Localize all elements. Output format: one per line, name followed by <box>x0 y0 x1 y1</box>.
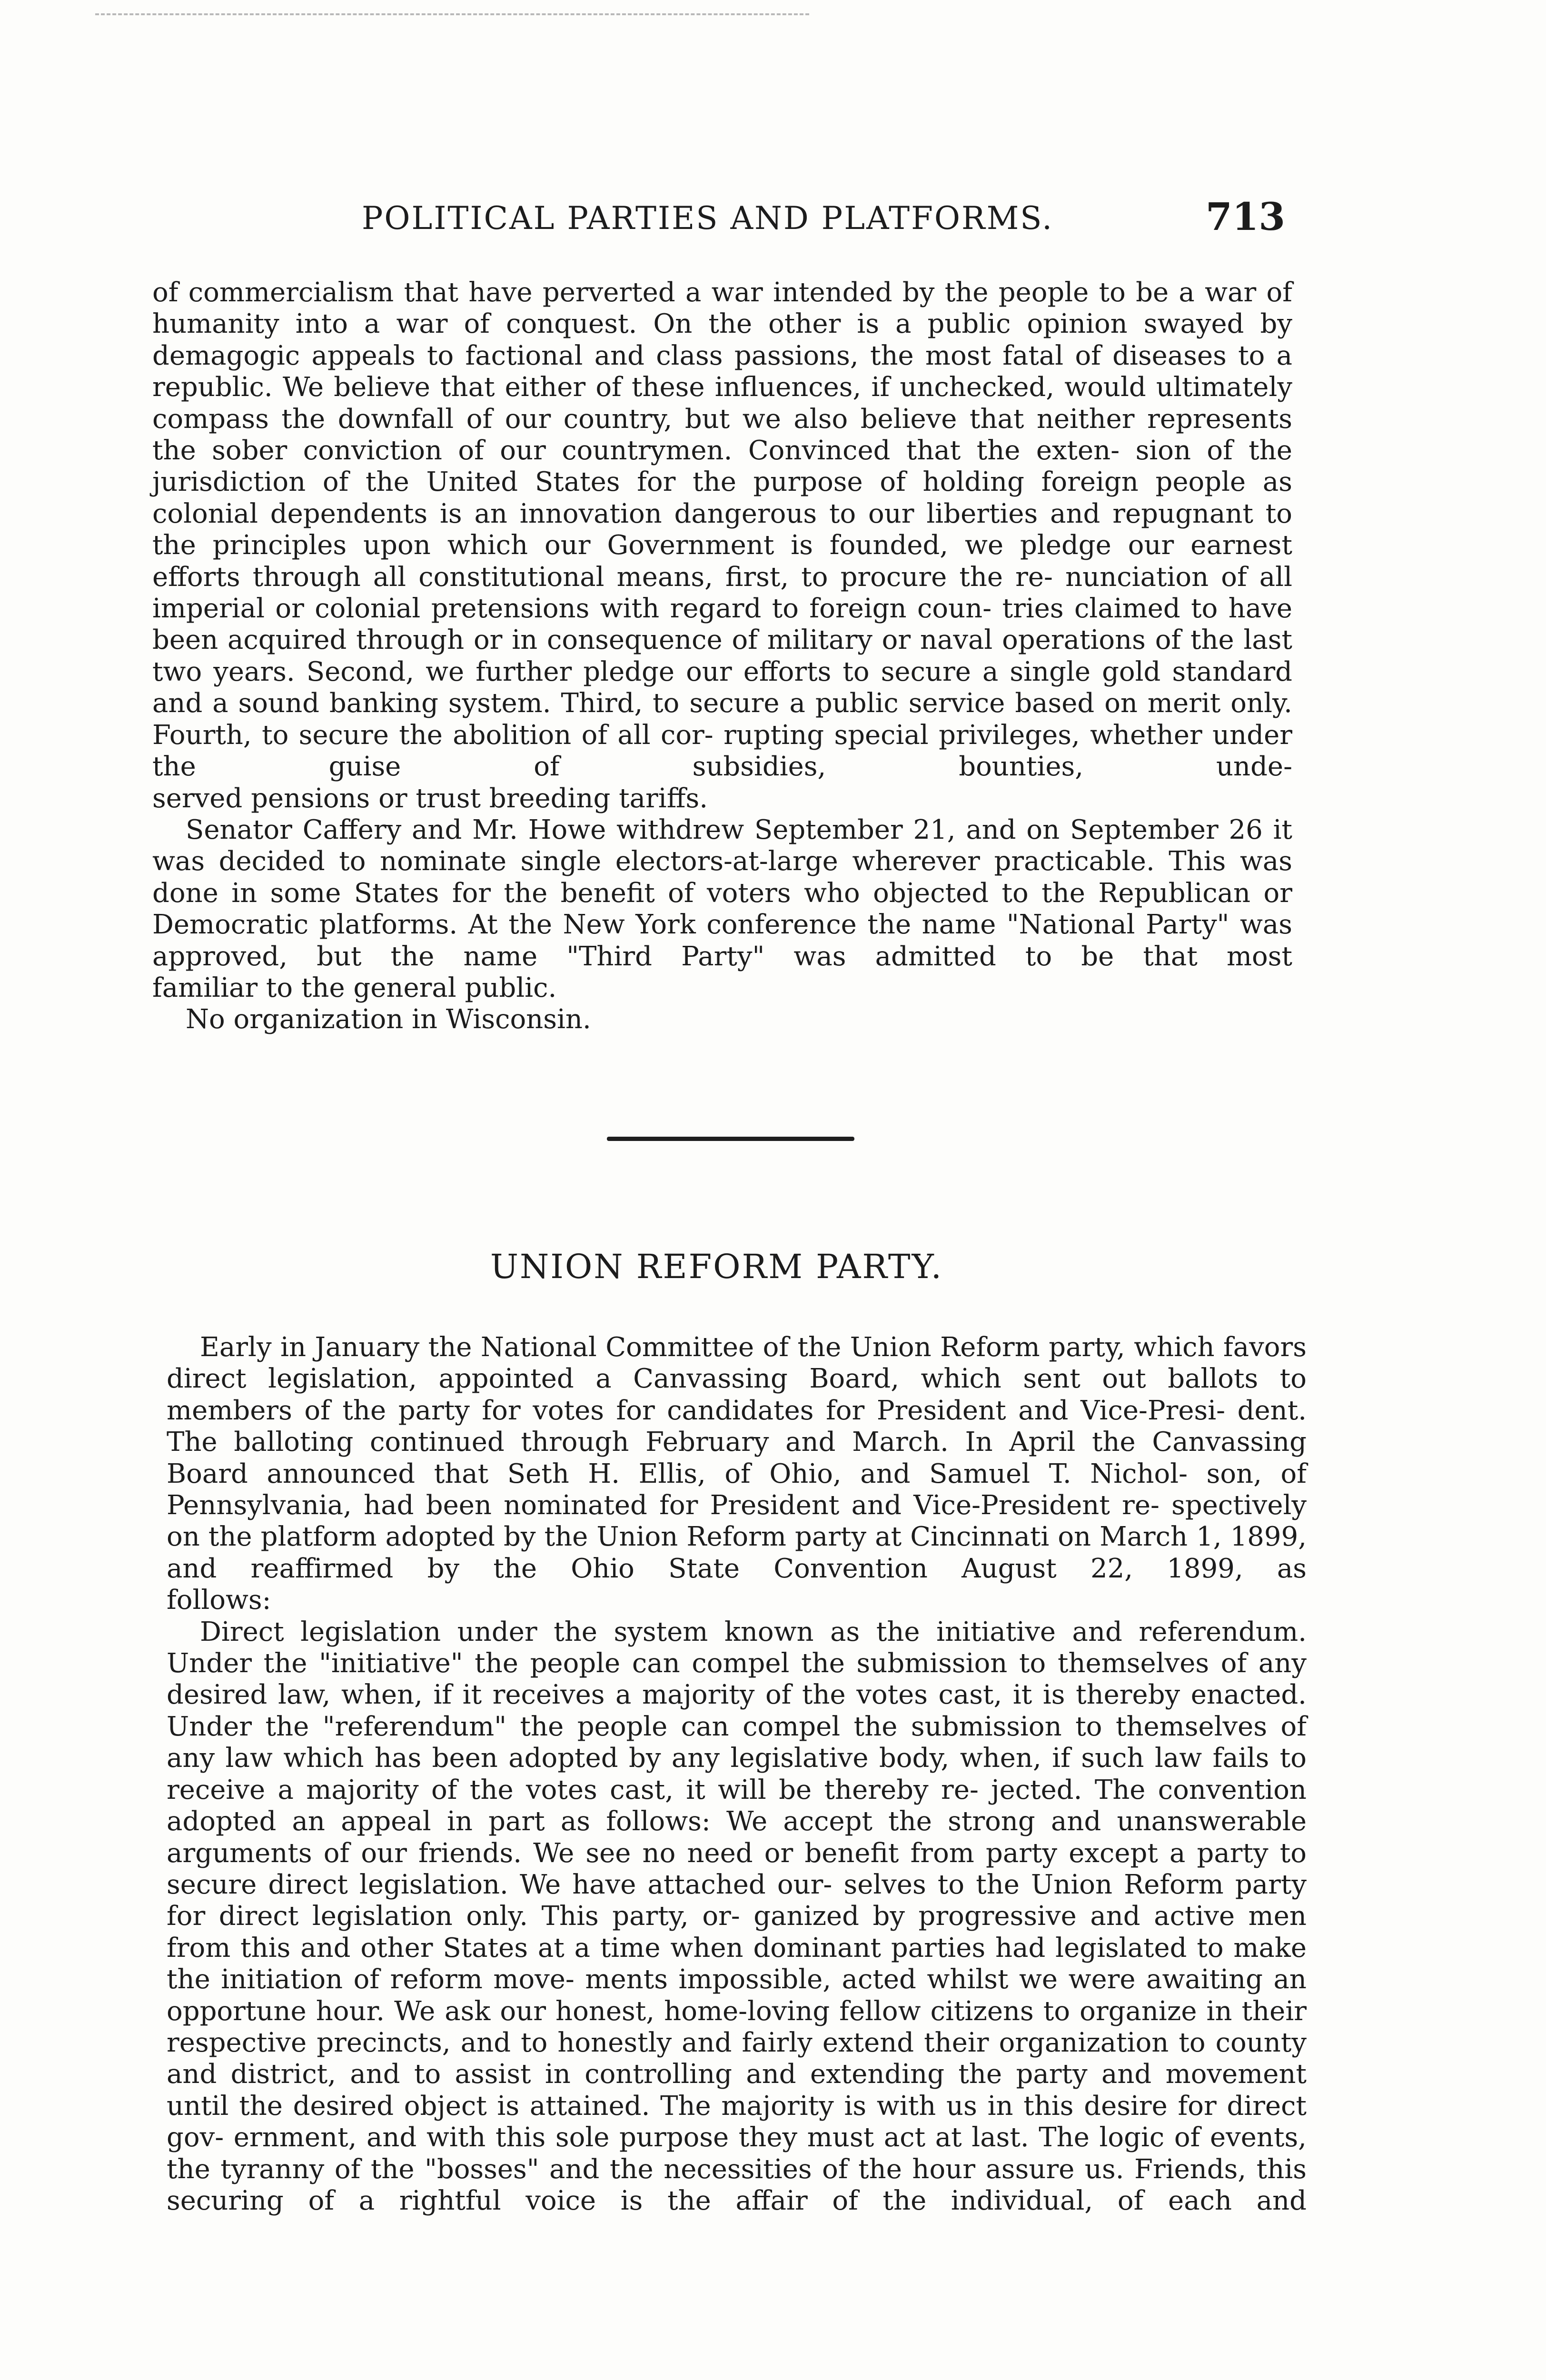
continued-platform-text <box>152 277 1292 1036</box>
page-header <box>157 190 1285 243</box>
paragraph-electors: Senator Caffery and Mr. Howe withdrew September 21, and on September 26 it was decided to nominate single electors-at-large wherever practicable. This was done in some States for the benefit of voters who objected to the Republican or Democratic platforms. At the New York conference the name "National Party" was approved, but the name "Third Party" was admitted to be that most <box>152 814 1293 972</box>
paragraph-union-reform-intro: Early in January the National Committee of the Union Reform party, which favors direct legislation, appointed a Canvassing Board, which sent out ballots to members of the party for votes for candidates for President and Vice-Presi- dent. The balloting continued through February and March. In April the Canvassing Board announced that Seth H. Ellis, of Ohio, and Samuel T. Nichol- son, of Pennsylvania, had been nominated for President and Vice-President re- spectively on the platform adopted by the Union Reform party at Cincinnati on March 1, 1899, and reaffirmed by the Ohio State Convention August 22, 1899, as <box>167 1332 1307 1584</box>
paragraph-continued-platform: of commercialism that have perverted a war intended by the people to be a war of humanity into a war of conquest. On the other is a public opinion swayed by demagogic appeals to factional and class passions, the most fatal of diseases to a republic. We believe that either of these influences, if unchecked, would ultimately compass the downfall of our country, but we also believe that neither represents the sober conviction of our countrymen. Convinced that the exten- sion of the jurisdiction of the United States for the purpose of holding foreign people as colonial dependents is an innovation dangerous to our liberties and repugnant to the principles upon which our Government is founded, we pledge our earnest efforts through all constitutional means, first, to procure the re- nunciation of all imperial or colonial pretensions with regard to foreign coun- tries claimed to have been acquired through or in consequence of military or naval operations of the last two years. Second, we further pledge our efforts to secure a single gold standard and a sound banking system. Third, to secure a public service based on merit only. Fourth, to secure the abolition of all cor- rupting special privileges, whether under the guise of subsidies, bounties, unde- <box>152 277 1293 783</box>
paragraph-wisconsin: No organization in Wisconsin. <box>186 1004 591 1035</box>
line-final-electors: familiar to the general public. <box>152 972 557 1003</box>
section-divider-rule <box>607 1137 854 1141</box>
paragraph-direct-legislation: Direct legislation under the system known as the initiative and referendum. Under the "initiative" the people can compel the submission to themselves of any desired law, when, if it receives a majority of the votes cast, it is thereby enacted. Under the "referendum" the people can compel the submission to themselves of any law which has been adopted by any legislative body, when, if such law fails to receive a majority of the votes cast, it will be thereby re- jected. The convention adopted an appeal in part as follows: We accept the strong and unanswerable arguments of our friends. We see no need or benefit from party except a party to secure direct legislation. We have attached our- selves to the Union Reform party for direct legislation only. This party, or- ganized by progressive and active men from this and other States at a time when dominant parties had legislated to make the initiation of reform move- ments impossible, acted whilst we were awaiting an opportune hour. We ask our honest, home-loving fellow citizens to organize in their respective precincts, and to honestly and fairly extend their organization to county and district, and to assist in controlling and extending the party and movement until the desired object is attained. The majority is with us in this desire for direct gov- ernment, and with this sole purpose they must act at last. The logic of events, the tyranny of the "bosses" and the necessities of the hour assure us. Friends, this securing of a rightful voice is the affair of the individual, of each and <box>167 1616 1307 2216</box>
section-heading: UNION REFORM PARTY. <box>490 1247 943 1286</box>
page-number: 713 <box>1206 194 1285 239</box>
union-reform-text <box>167 1332 1307 2217</box>
running-title: POLITICAL PARTIES AND PLATFORMS. <box>362 200 1054 237</box>
top-edge-rule <box>95 13 809 15</box>
line-final-platform: served pensions or trust breeding tariffs. <box>152 783 708 814</box>
line-follows: follows: <box>167 1585 271 1616</box>
